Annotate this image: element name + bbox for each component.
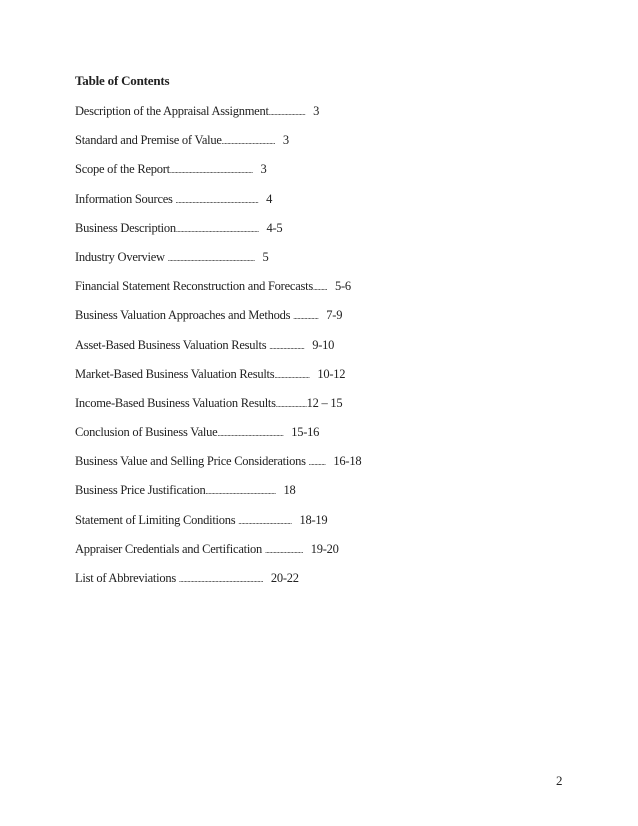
- toc-entry-business-description: [75, 220, 361, 249]
- toc-entry-standard-premise: [75, 132, 361, 161]
- toc-entry-industry-overview: [75, 249, 361, 278]
- toc-entry-limiting-conditions: [75, 512, 361, 541]
- toc-entry-title: Asset-Based Business Valuation Results: [75, 337, 270, 352]
- toc-entry-appraiser-credentials: [75, 541, 361, 570]
- toc-entry-page: 20-22: [270, 571, 299, 585]
- toc-entry-leader: ..........................: [268, 108, 306, 117]
- toc-entry-page: 5: [262, 249, 269, 264]
- toc-entry-page: 9-10: [312, 337, 335, 352]
- toc-entry-leader: ...............................................: [217, 429, 284, 439]
- toc-entry-leader: .........................: [269, 341, 305, 351]
- toc-entry-price-justification: [75, 482, 361, 511]
- toc-entry-title: Appraiser Credentials and Certification: [75, 541, 265, 556]
- toc-entry-page: 4-5: [266, 220, 283, 235]
- toc-entry-leader: ............................................................: [178, 575, 263, 584]
- toc-entry-title: Standard and Premise of Value: [75, 133, 222, 148]
- toc-entry-page: 10-12: [317, 366, 346, 381]
- toc-entry-leader: .........................: [274, 370, 310, 380]
- toc-entry-title: Statement of Limiting Conditions: [75, 512, 239, 527]
- toc-entry-page: 3: [282, 133, 289, 148]
- toc-entry-title: Financial Statement Reconstruction and Forecasts: [75, 279, 313, 294]
- toc-entry-leader: ..................: [293, 312, 319, 322]
- toc-entry-asset-based-results: [75, 337, 361, 366]
- toc-entry-title: Business Value and Selling Price Considerations: [75, 454, 309, 469]
- toc-entry-leader: ......................: [275, 399, 307, 409]
- toc-entry-leader: ......................................: [238, 516, 292, 526]
- toc-entry-leader: ..................................................: [205, 487, 276, 497]
- toc-entry-title: List of Abbreviations: [75, 571, 179, 585]
- toc-entry-leader: ...........................................................: [175, 224, 259, 234]
- toc-entry-title: Business Price Justification: [75, 483, 206, 498]
- toc-entry-title: Conclusion of Business Value: [75, 425, 218, 440]
- toc-heading: Table of Contents: [75, 73, 170, 88]
- toc-entry-title: Business Valuation Approaches and Methods: [75, 308, 294, 323]
- toc-entry-valuation-approaches: [75, 307, 361, 336]
- toc-entry-conclusion-of-value: [75, 424, 361, 453]
- toc-entry-page: 3: [313, 104, 320, 118]
- toc-entry-page: 4: [266, 191, 273, 206]
- toc-entry-title: Industry Overview: [75, 249, 168, 264]
- toc-entry-page: 15-16: [291, 425, 320, 440]
- toc-entry-title: Market-Based Business Valuation Results: [75, 366, 275, 381]
- toc-entry-market-based-results: [75, 366, 361, 395]
- toc-entry-title: Description of the Appraisal Assignment: [75, 104, 269, 118]
- toc-entry-title: Scope of the Report: [75, 162, 170, 177]
- toc-entry-leader: ...........................: [264, 545, 303, 555]
- toc-entry-page: 19-20: [310, 541, 339, 556]
- toc-entry-page: 5-6: [334, 279, 351, 294]
- toc-entry-page: 18-19: [299, 512, 328, 527]
- toc-entry-page: 3: [260, 162, 267, 177]
- toc-entry-scope: [75, 161, 361, 190]
- toc-entry-selling-price-considerations: [75, 453, 361, 482]
- toc-entry-leader: ......................................: [221, 137, 275, 147]
- toc-entry-leader: ...........................................................: [175, 195, 259, 205]
- toc-entry-leader: ............: [308, 458, 326, 468]
- toc-entry-income-based-results: [75, 395, 361, 424]
- toc-entry-financial-statement: [75, 278, 361, 307]
- toc-entry-title: Business Description: [75, 220, 176, 235]
- toc-entry-information-sources: [75, 191, 361, 220]
- toc-entry-leader: ..........: [312, 283, 327, 293]
- page-number: 2: [556, 773, 563, 788]
- toc-list: [75, 103, 361, 599]
- toc-entry-appraisal-assignment: [75, 103, 361, 132]
- toc-entry-title: Information Sources: [75, 191, 176, 206]
- toc-entry-abbreviations: [75, 570, 361, 599]
- toc-entry-page: 12 – 15: [306, 395, 343, 410]
- toc-entry-page: 7-9: [326, 308, 343, 323]
- toc-entry-title: Income-Based Business Valuation Results: [75, 395, 276, 410]
- toc-entry-page: 16-18: [333, 454, 362, 469]
- toc-entry-leader: ..............................................................: [167, 253, 255, 263]
- toc-entry-page: 18: [283, 483, 296, 498]
- toc-entry-leader: ...........................................................: [169, 166, 253, 176]
